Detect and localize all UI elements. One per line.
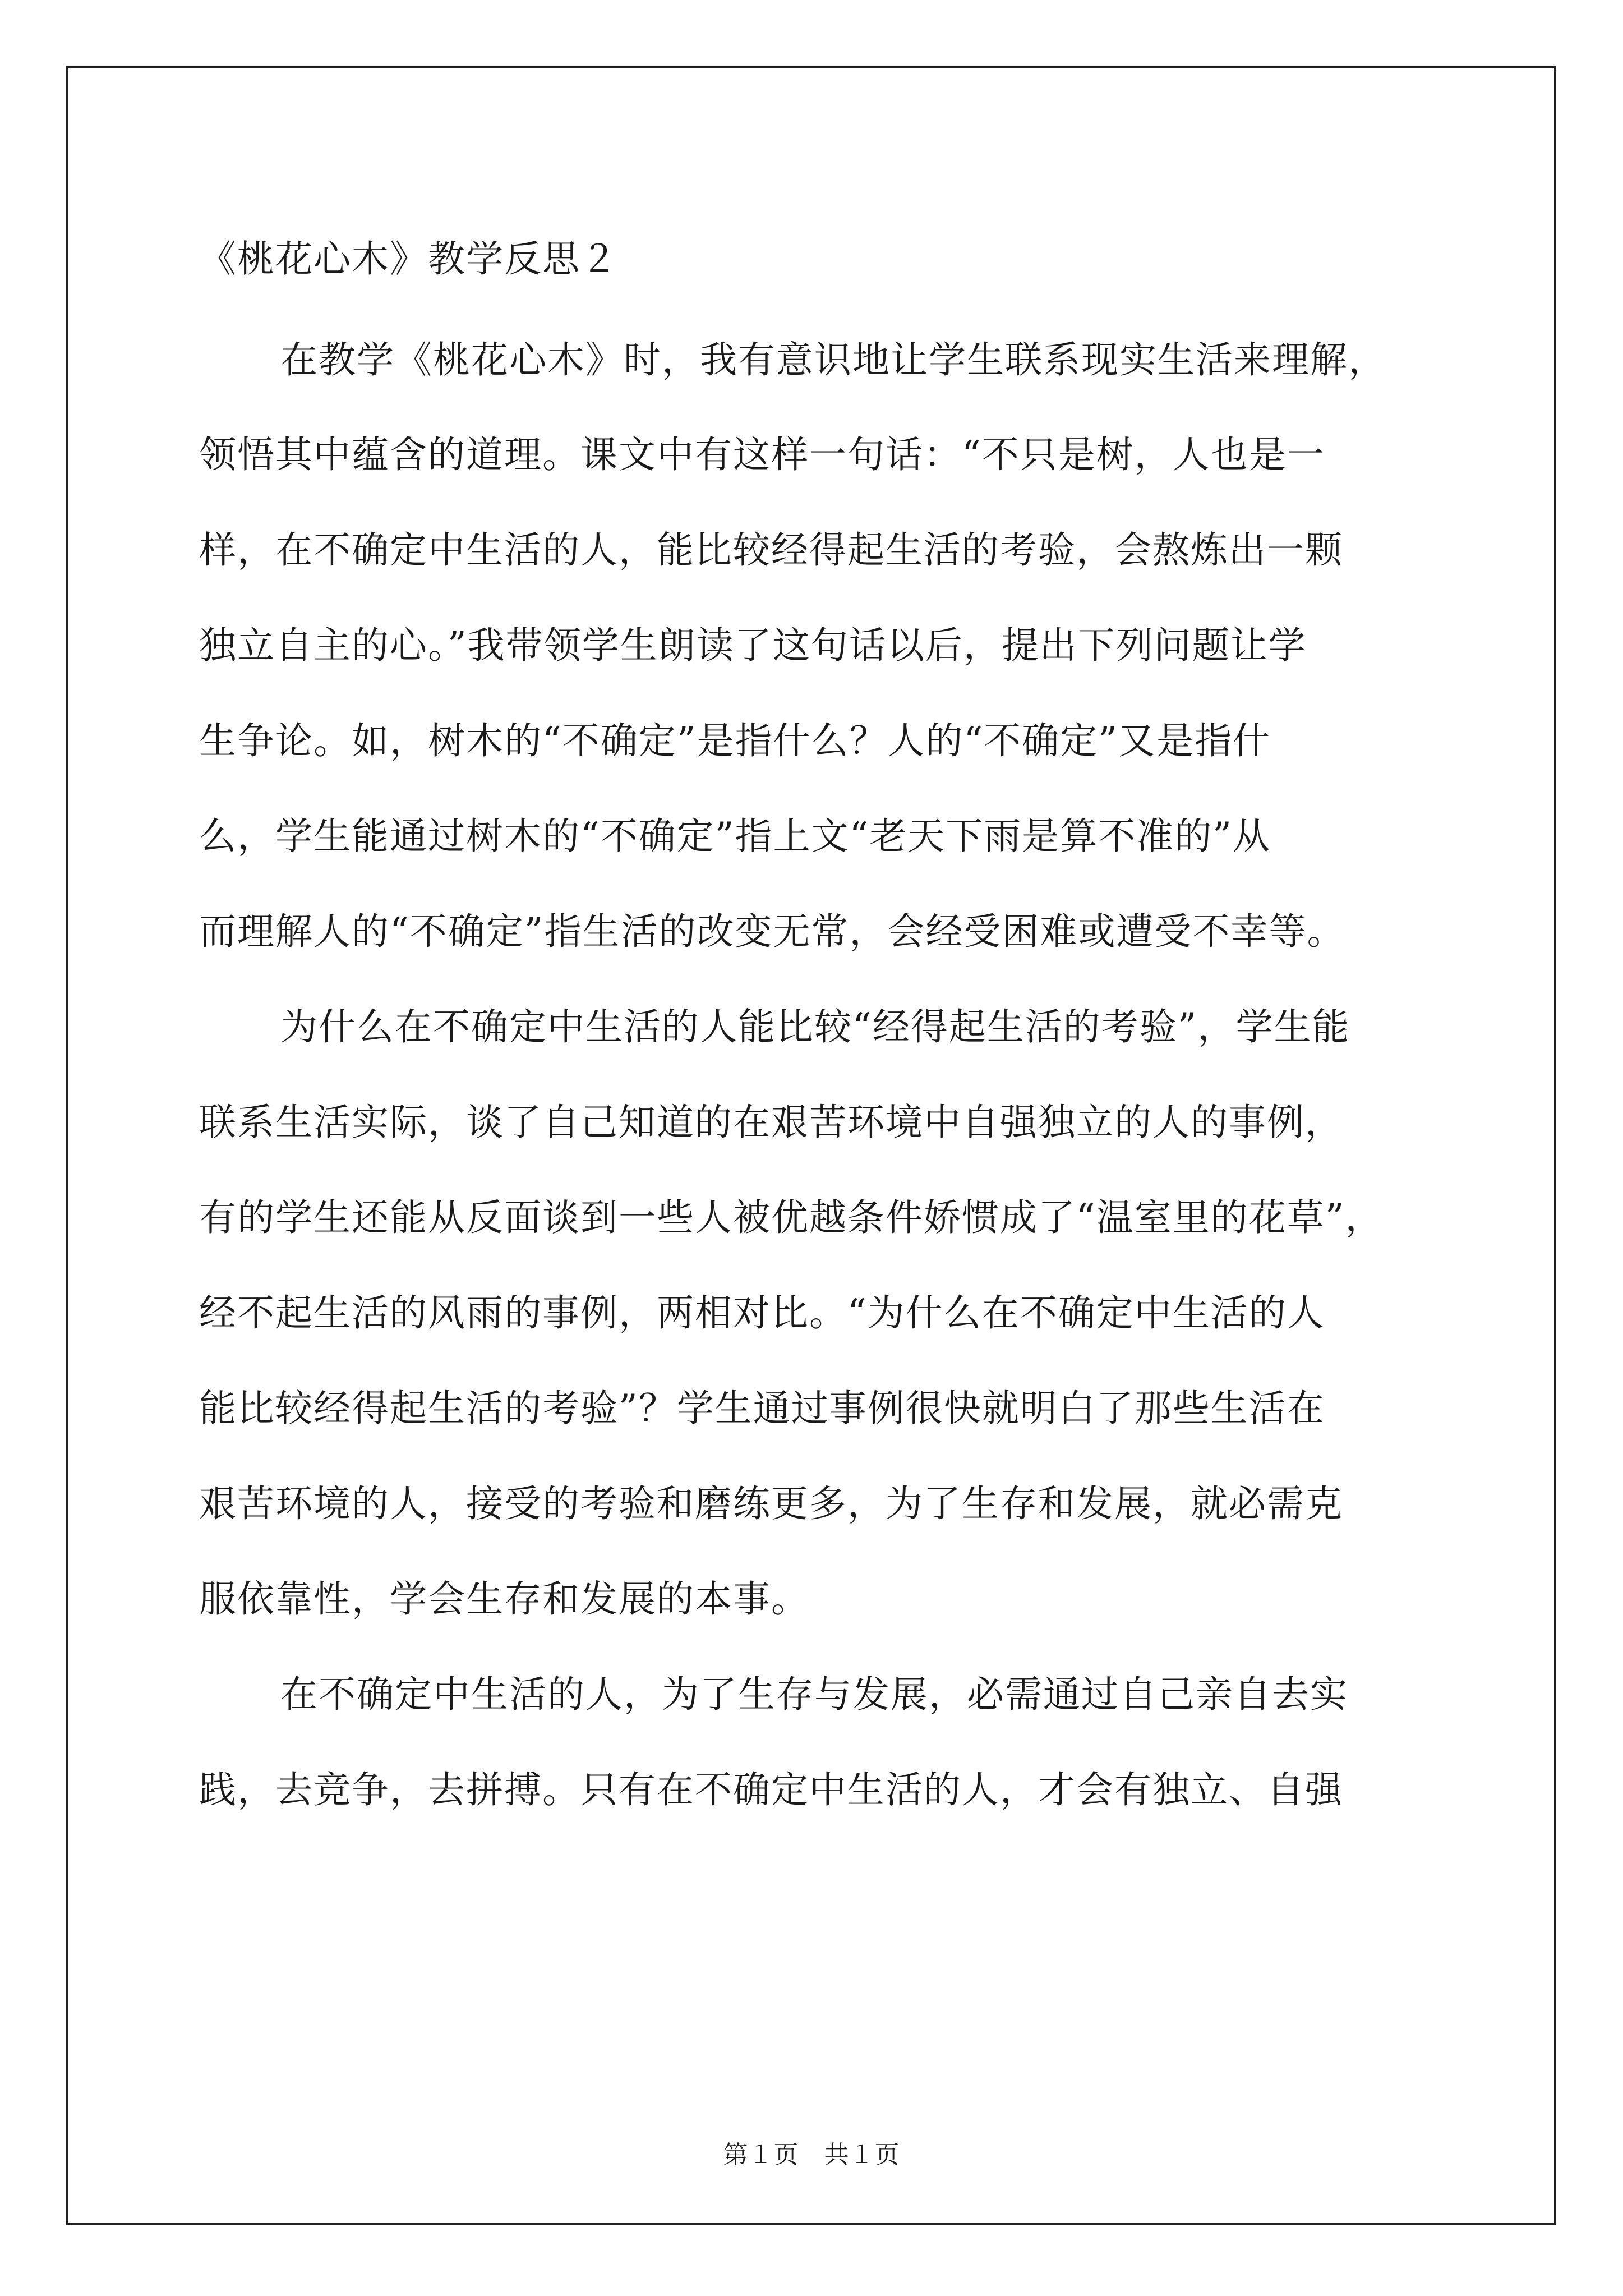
paragraph-1-line-3: 样，在不确定中生活的人，能比较经得起生活的考验，会熬炼出一颗 [199, 528, 1343, 572]
paragraph-1-line-5: 生争论。如，树木的“不确定”是指什么？人的“不确定”又是指什 [199, 719, 1271, 762]
paragraph-1-line-4: 独立自主的心。”我带领学生朗读了这句话以后，提出下列问题让学 [199, 624, 1307, 667]
page-number-footer: 第１页 共１页 [723, 2141, 900, 2169]
paragraph-3-line-2: 践，去竞争，去拼搏。只有在不确定中生活的人，才会有独立、自强 [199, 1768, 1343, 1811]
paragraph-3-line-1: 在不确定中生活的人，为了生存与发展，必需通过自己亲自去实 [280, 1673, 1348, 1716]
document-title: 《桃花心木》教学反思２ [199, 237, 619, 280]
paragraph-1-line-6: 么，学生能通过树木的“不确定”指上文“老天下雨是算不准的”从 [199, 815, 1271, 858]
paragraph-2-line-3: 有的学生还能从反面谈到一些人被优越条件娇惯成了“温室里的花草”， [199, 1196, 1384, 1239]
paragraph-2-line-1: 为什么在不确定中生活的人能比较“经得起生活的考验”，学生能 [280, 1005, 1350, 1048]
paragraph-2-line-2: 联系生活实际，谈了自己知道的在艰苦环境中自强独立的人的事例， [199, 1101, 1343, 1144]
paragraph-2-line-7: 服依靠性，学会生存和发展的本事。 [199, 1577, 809, 1621]
paragraph-1-line-2: 领悟其中蕴含的道理。课文中有这样一句话：“不只是树，人也是一 [199, 433, 1325, 476]
paragraph-2-line-6: 艰苦环境的人，接受的考验和磨练更多，为了生存和发展，就必需克 [199, 1482, 1343, 1525]
page-border [66, 66, 1556, 2225]
paragraph-2-line-4: 经不起生活的风雨的事例，两相对比。“为什么在不确定中生活的人 [199, 1291, 1325, 1335]
paragraph-1-line-7: 而理解人的“不确定”指生活的改变无常，会经受困难或遭受不幸等。 [199, 910, 1345, 953]
paragraph-2-line-5: 能比较经得起生活的考验”？学生通过事例很快就明白了那些生活在 [199, 1387, 1325, 1430]
paragraph-1-line-1: 在教学《桃花心木》时，我有意识地让学生联系现实生活来理解， [280, 338, 1386, 381]
